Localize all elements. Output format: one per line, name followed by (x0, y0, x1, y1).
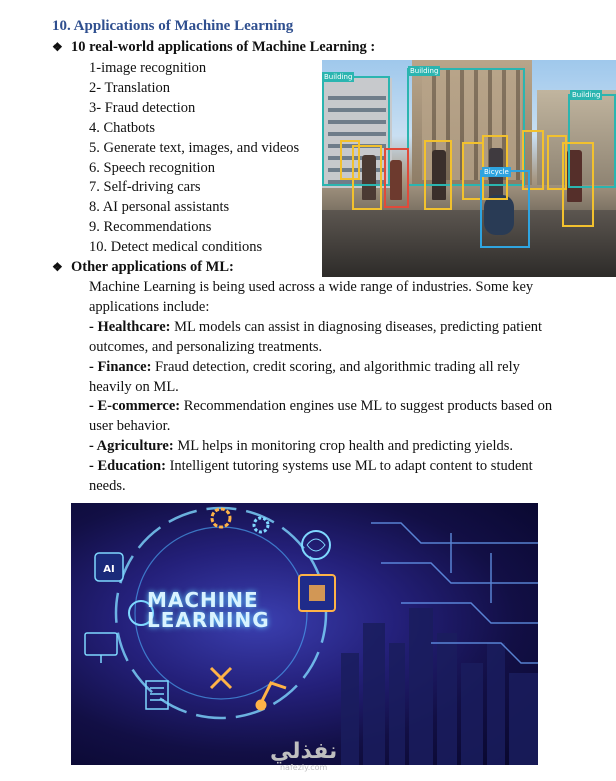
building-tag: Building (324, 73, 353, 81)
tools-icon (211, 668, 231, 688)
other-applications-paragraph (89, 278, 559, 497)
industry-text: Intelligent tutoring systems use ML to adapt content to student needs. (89, 458, 533, 495)
bullet-heading-applications-text: 10 real-world applications of Machine Learning : (71, 39, 376, 55)
object-detection-photo (322, 60, 616, 277)
list-item: 2- Translation (89, 79, 170, 96)
bicycle-tag: Bicycle (484, 168, 509, 176)
list-item: 4. Chatbots (89, 119, 156, 136)
banner-title-line: LEARNING (147, 608, 270, 632)
building-tag: Building (572, 91, 601, 99)
industry-item (89, 457, 559, 497)
building-tag: Building (410, 67, 439, 75)
person-box (352, 145, 382, 210)
watermark (270, 741, 337, 772)
bullet-heading-applications (52, 39, 375, 56)
section-title: 10. Applications of Machine Learning (52, 18, 294, 34)
banner-title-line: MACHINE (147, 588, 259, 612)
industry-item (89, 318, 559, 358)
industry-label: - Agriculture: (89, 438, 174, 455)
bullet-heading-other (52, 259, 234, 276)
list-item: 1-image recognition (89, 60, 207, 76)
industry-text: Recommendation engines use ML to suggest products based on user behavior. (89, 398, 553, 435)
robot-arm-icon (257, 683, 286, 709)
four-point-star-icon: ❖ (52, 260, 63, 274)
list-item: 7. Self-driving cars (89, 179, 201, 196)
industry-label: - Education: (89, 458, 166, 475)
banner-title (147, 590, 270, 630)
industry-label: - Finance: (89, 358, 152, 375)
machine-learning-banner (71, 503, 538, 765)
bicycle-box (480, 170, 530, 248)
bullet-heading-other-text: Other applications of ML: (71, 259, 234, 275)
monitor-icon (85, 633, 117, 663)
ai-chip-label: AI (103, 564, 115, 575)
person-box (562, 142, 594, 227)
industry-text: Fraud detection, credit scoring, and algorithmic trading all rely heavily on ML. (89, 358, 520, 395)
circuit-graphic (71, 503, 538, 765)
ai-chip-icon (95, 553, 123, 581)
watermark-logo-text: نفذلي (270, 739, 338, 764)
list-item: 5. Generate text, images, and videos (89, 139, 300, 156)
person-box (424, 140, 452, 210)
list-item: 9. Recommendations (89, 219, 212, 236)
applications-list (89, 59, 299, 258)
intro-text: Machine Learning is being used across a wide range of industries. Some key applications include: (89, 279, 534, 315)
industry-text: ML models can assist in diagnosing diseases, predicting patient outcomes, and personalizing treatments. (89, 318, 543, 355)
brain-icon (302, 531, 330, 559)
person-box (384, 148, 409, 208)
industry-label: - E-commerce: (89, 398, 181, 415)
watermark-url: nafezly.com (279, 763, 328, 772)
list-item: 3- Fraud detection (89, 99, 196, 116)
list-item: 6. Speech recognition (89, 159, 216, 176)
industry-item (89, 358, 559, 398)
document-icon (146, 681, 168, 709)
industry-label: - Healthcare: (89, 318, 171, 335)
list-item: 8. AI personal assistants (89, 199, 230, 216)
four-point-star-icon: ❖ (52, 40, 63, 54)
processor-chip-icon (299, 575, 335, 611)
industry-item (89, 437, 559, 457)
industry-text: ML helps in monitoring crop health and predicting yields. (173, 438, 514, 455)
industry-item (89, 397, 559, 437)
list-item: 10. Detect medical conditions (89, 239, 263, 256)
